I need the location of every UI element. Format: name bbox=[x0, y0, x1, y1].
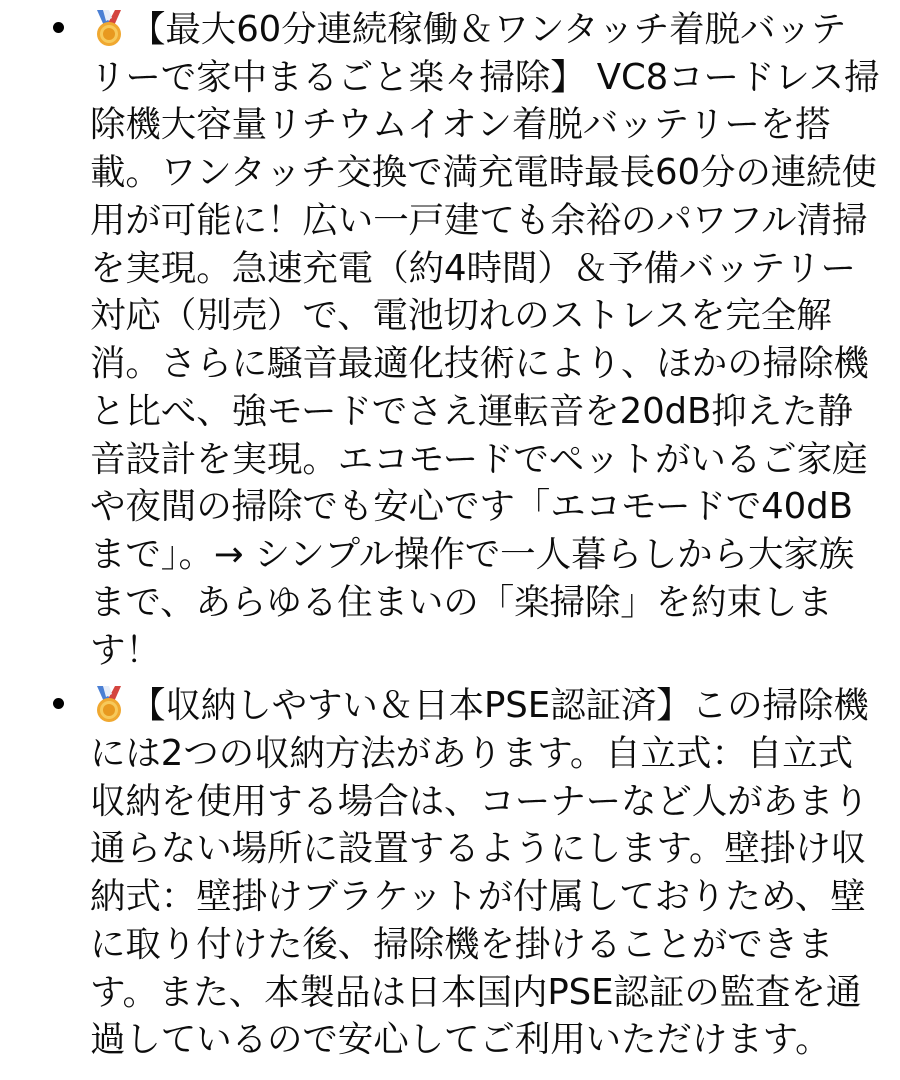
feature-paragraph bbox=[90, 9, 879, 671]
feature-text-body: 【最大60分連続稼働＆ワンタッチ着脱バッテリーで家中まるごと楽々掃除】 VC8コードレス掃除機大容量リチウムイオン着脱バッテリーを搭載。ワンタッチ交換で満充電時最長60分の連続使用が可能に！広い一戸建ても余裕のパワフル清掃を実現。急速充電（約4時間）＆予備バッテリー対応（別売）で、電池切れのストレスを完全解消。さらに騒音最適化技術により、ほかの掃除機と比べ、強モードでさえ運転音を20dB抑えた静音設計を実現。エコモードでペットがいるご家庭や夜間の掃除でも安心です「エコモードで40dBまで」。→ シンプル操作で一人暮らしから大家族まで、あらゆる住まいの「楽掃除」を約束します！ bbox=[90, 9, 880, 671]
feature-text-body: 【収納しやすい＆日本PSE認証済】この掃除機には2つの収納方法があります。自立式：自立式収納を使用する場合は、コーナーなど人があまり通らない場所に設置するようにします。壁掛け収納式：壁掛けブラケットが付属しておりため、壁に取り付けた後、掃除機を掛けることができます。また、本製品は日本国内PSE認証の監査を通過しているので安心してご利用いただけます。 bbox=[90, 685, 869, 1061]
list-item bbox=[20, 682, 880, 1064]
medal-icon bbox=[90, 9, 128, 47]
list-item bbox=[20, 6, 880, 674]
bullet-point-icon bbox=[53, 22, 64, 33]
medal-icon bbox=[90, 685, 128, 723]
bullet-point-icon bbox=[53, 698, 64, 709]
feature-bullet-list bbox=[20, 6, 880, 1064]
feature-paragraph bbox=[90, 685, 869, 1060]
